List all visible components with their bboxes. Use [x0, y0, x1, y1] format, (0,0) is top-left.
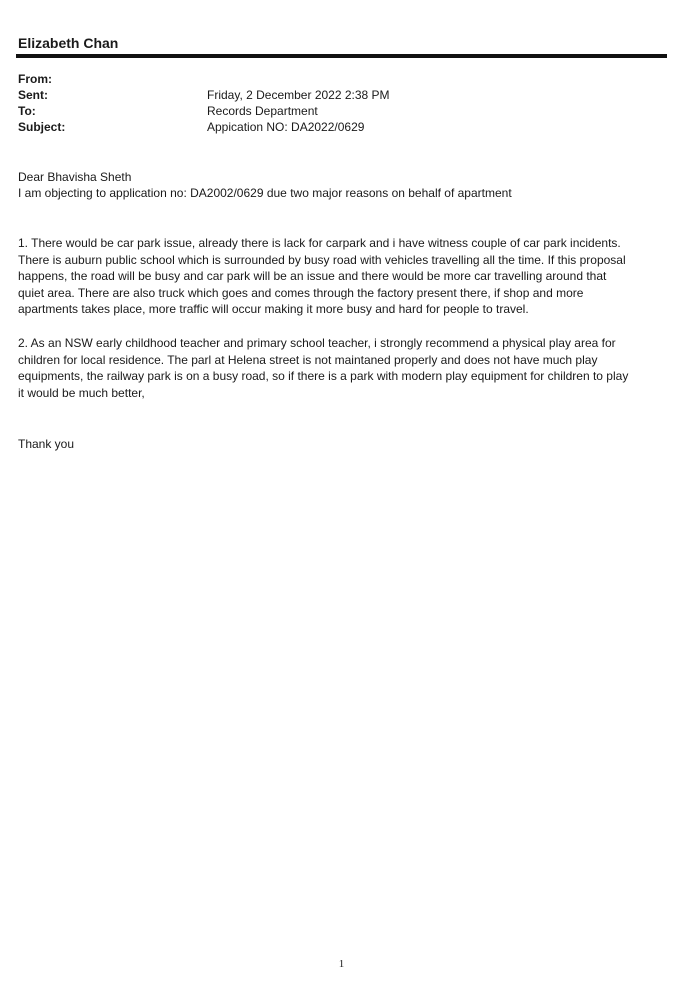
sent-label: Sent: — [18, 88, 48, 102]
closing: Thank you — [18, 437, 75, 451]
point-2-line: equipments, the railway park is on a busy road, so if there is a park with modern play equipment for children to play — [18, 369, 629, 383]
page-number: 1 — [338, 958, 345, 970]
greeting: Dear Bhavisha Sheth — [18, 170, 132, 184]
subject-label: Subject: — [18, 120, 66, 134]
sent-value: Friday, 2 December 2022 2:38 PM — [207, 88, 390, 102]
point-1-line: apartments takes place, more traffic will occur making it more busy and hard for people to travel. — [18, 302, 529, 316]
from-label: From: — [18, 72, 52, 86]
header-divider — [16, 54, 667, 58]
point-1-line: happens, the road will be busy and car park will be an issue and there would be more car travelling around that — [18, 269, 607, 283]
point-2-line: 2. As an NSW early childhood teacher and primary school teacher, i strongly recommend a physical play area for — [18, 336, 616, 350]
subject-value: Appication NO: DA2022/0629 — [207, 120, 365, 134]
sender-name: Elizabeth Chan — [18, 35, 119, 51]
point-1-line: quiet area. There are also truck which goes and comes through the factory present there, if shop and more — [18, 285, 584, 300]
to-label: To: — [18, 104, 36, 118]
point-1-paragraph — [18, 235, 668, 318]
point-2-line: it would be much better, — [18, 385, 145, 400]
intro-paragraph: I am objecting to application no: DA2002/0629 due two major reasons on behalf of apartment — [18, 186, 512, 200]
to-value: Records Department — [207, 104, 318, 118]
point-1-line: 1. There would be car park issue, already there is lack for carpark and i have witness couple of car park incidents. — [18, 236, 621, 250]
point-1-line: There is auburn public school which is surrounded by busy road with vehicles travelling all the time. If this proposal — [18, 252, 626, 267]
point-2-line: children for local residence. The parl at Helena street is not maintaned properly and does not have much play — [18, 352, 598, 367]
point-2-paragraph — [18, 335, 668, 401]
